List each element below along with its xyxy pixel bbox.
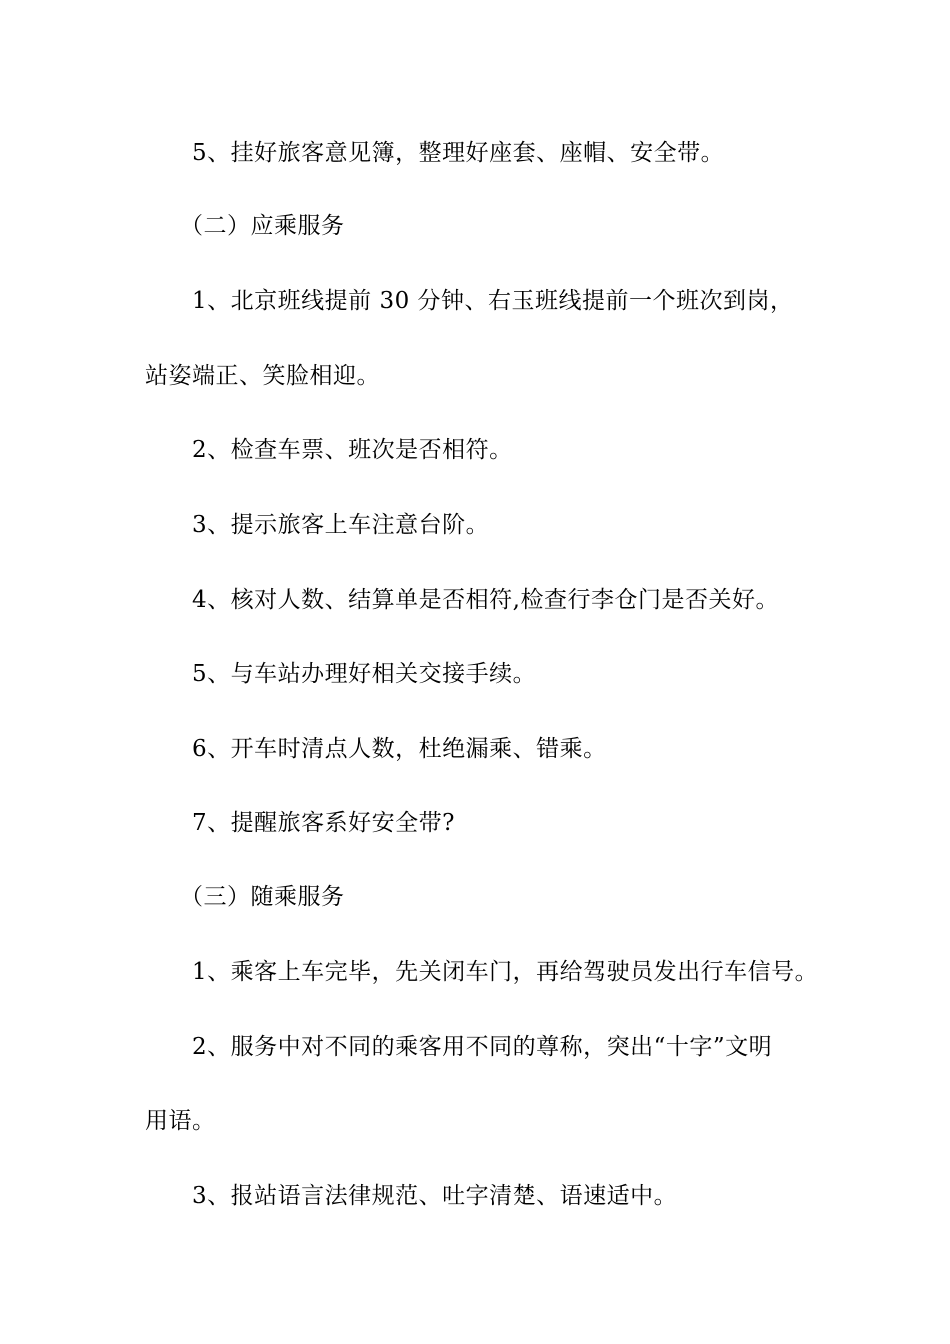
- paragraph-line: 3、提示旅客上车注意台阶。: [192, 512, 490, 538]
- paragraph-line: 用语。: [145, 1108, 216, 1134]
- paragraph-line: 4、核对人数、结算单是否相符,检查行李仓门是否关好。: [192, 587, 779, 613]
- section-heading: （三）随乘服务: [180, 884, 345, 910]
- paragraph-line: 5、挂好旅客意见簿，整理好座套、座帽、安全带。: [192, 140, 725, 166]
- paragraph-line: 2、检查车票、班次是否相符。: [192, 437, 513, 463]
- paragraph-line: 站姿端正、笑脸相迎。: [145, 363, 380, 389]
- paragraph-line: 1、北京班线提前 30 分钟、右玉班线提前一个班次到岗，: [192, 288, 794, 314]
- section-heading: （二）应乘服务: [180, 213, 345, 239]
- paragraph-line: 6、开车时清点人数，杜绝漏乘、错乘。: [192, 736, 607, 762]
- paragraph-line: 3、报站语言法律规范、吐字清楚、语速适中。: [192, 1183, 678, 1209]
- paragraph-line: 1、乘客上车完毕，先关闭车门，再给驾驶员发出行车信号。: [192, 959, 819, 985]
- paragraph-line: 5、与车站办理好相关交接手续。: [192, 661, 537, 687]
- paragraph-line: 7、提醒旅客系好安全带?: [192, 810, 455, 836]
- paragraph-line: 2、服务中对不同的乘客用不同的尊称，突出“十字”文明: [192, 1034, 773, 1060]
